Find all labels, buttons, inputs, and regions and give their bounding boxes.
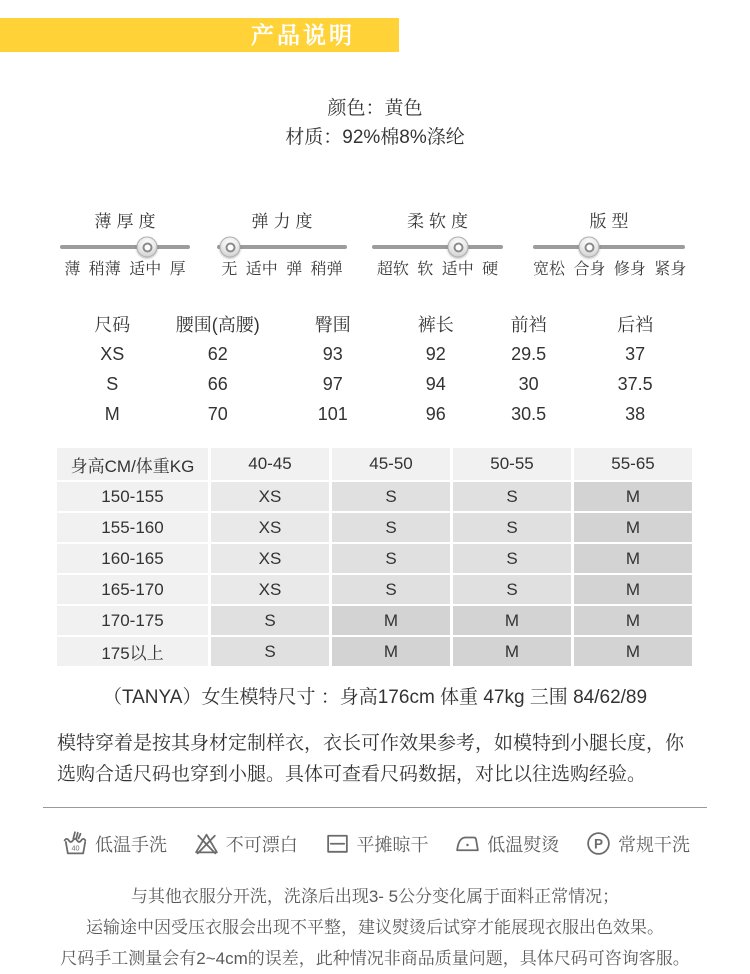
slider-knob[interactable] xyxy=(579,237,600,258)
table-cell: M xyxy=(574,575,692,604)
row-header: 160-165 xyxy=(57,544,208,573)
table-cell: M xyxy=(104,403,120,424)
table-cell: M xyxy=(574,544,692,573)
table-cell: S xyxy=(211,637,329,666)
table-cell: 37 xyxy=(625,343,646,364)
table-cell: S xyxy=(332,482,450,511)
table-cell: XS xyxy=(211,544,329,573)
attribute-sliders xyxy=(0,211,750,281)
column-header: 臀围 xyxy=(314,315,351,335)
column-header: 40-45 xyxy=(211,448,329,480)
table-cell: M xyxy=(574,482,692,511)
table-cell: 94 xyxy=(425,373,446,394)
table-row xyxy=(65,369,695,399)
slider-softness xyxy=(372,211,503,281)
color-line: 颜色：黄色 xyxy=(327,98,423,119)
slider-title: 弹力度 xyxy=(251,212,318,231)
column-header: 45-50 xyxy=(332,448,450,480)
section-header-banner xyxy=(0,18,399,52)
slider-elasticity xyxy=(217,211,347,281)
table-cell: M xyxy=(574,606,692,635)
column-header: 前裆 xyxy=(510,315,547,335)
table-cell: M xyxy=(574,637,692,666)
slider-title: 薄厚度 xyxy=(94,212,161,231)
table-cell: XS xyxy=(100,343,125,364)
table-cell: 29.5 xyxy=(511,343,547,364)
care-item-iron-low xyxy=(454,830,559,857)
slider-track[interactable] xyxy=(60,245,190,249)
column-header: 后裆 xyxy=(617,315,654,335)
table-cell: S xyxy=(332,544,450,573)
height-weight-size-table xyxy=(57,448,693,666)
table-cell: S xyxy=(211,606,329,635)
model-size-info: （TANYA）女生模特尺寸 ：身高176cm 体重 47kg 三围 84/62/89 xyxy=(102,687,648,708)
table-cell: S xyxy=(106,373,119,394)
care-item-dry-clean xyxy=(585,830,690,857)
column-header: 50-55 xyxy=(453,448,571,480)
wash-note-line: 尺码手工测量会有2~4cm的误差，此种情况非商品质量问题，具体尺码可咨询客服。 xyxy=(60,949,690,968)
row-header: 170-175 xyxy=(57,606,208,635)
slider-scale-labels: 无 适中 弹 稍弹 xyxy=(221,261,343,278)
slider-track[interactable] xyxy=(217,245,347,249)
slider-knob[interactable] xyxy=(220,237,241,258)
table-cell: M xyxy=(574,513,692,542)
dry-clean-icon xyxy=(585,830,612,857)
table-row xyxy=(65,339,695,369)
table-cell: S xyxy=(453,513,571,542)
fitting-note xyxy=(57,728,702,790)
table-cell: 38 xyxy=(625,403,646,424)
slider-knob[interactable] xyxy=(448,237,469,258)
svg-text:40: 40 xyxy=(71,843,80,853)
row-header: 150-155 xyxy=(57,482,208,511)
wash-notes xyxy=(0,881,750,974)
page-title: 产品说明 xyxy=(251,22,355,48)
slider-scale-labels: 宽松 合身 修身 紧身 xyxy=(533,261,687,278)
table-cell: 101 xyxy=(317,403,348,424)
table-cell: 92 xyxy=(425,343,446,364)
fitting-note-line: 选购合适尺码也穿到小腿。具体可查看尺码数据，对比以往选购经验。 xyxy=(57,764,647,785)
svg-text:P: P xyxy=(593,836,604,852)
care-label: 低温熨烫 xyxy=(487,834,560,855)
table-cell: S xyxy=(453,544,571,573)
care-label: 常规干洗 xyxy=(618,834,690,855)
wash-note-line: 运输途中因受压衣服会出现不平整，建议熨烫后试穿才能展现衣服出色效果。 xyxy=(86,918,664,937)
row-header: 155-160 xyxy=(57,513,208,542)
flat-dry-icon xyxy=(324,830,351,857)
size-measurements-table xyxy=(65,309,695,429)
iron-low-icon xyxy=(454,830,481,857)
slider-title: 柔软度 xyxy=(407,212,473,231)
table-cell: M xyxy=(453,606,571,635)
table-cell: 96 xyxy=(425,403,446,424)
table-cell: S xyxy=(332,513,450,542)
table-cell: 97 xyxy=(322,373,343,394)
table-cell: 62 xyxy=(207,343,228,364)
table-cell: S xyxy=(332,575,450,604)
slider-scale-labels: 薄 稍薄 适中 厚 xyxy=(64,261,186,278)
care-label: 低温手洗 xyxy=(95,834,167,855)
care-item-flat-dry xyxy=(324,830,429,857)
table-cell: M xyxy=(332,606,450,635)
table-cell: 70 xyxy=(207,403,228,424)
care-label: 平摊晾干 xyxy=(356,834,429,855)
table-cell: 30.5 xyxy=(511,403,547,424)
slider-thickness xyxy=(60,211,190,281)
table-header-row xyxy=(65,309,695,339)
slider-track[interactable] xyxy=(533,245,685,249)
care-item-no-bleach xyxy=(193,830,298,857)
table-cell: M xyxy=(453,637,571,666)
care-instructions xyxy=(0,830,750,857)
table-cell: XS xyxy=(211,482,329,511)
table-cell: 93 xyxy=(322,343,343,364)
table-cell: M xyxy=(332,637,450,666)
table-cell: 66 xyxy=(207,373,228,394)
divider xyxy=(43,807,707,808)
slider-knob[interactable] xyxy=(137,237,158,258)
fitting-note-line: 模特穿着是按其身材定制样衣，衣长可作效果参考，如模特到小腿长度，你 xyxy=(57,733,685,754)
table-cell: 30 xyxy=(518,373,539,394)
slider-title: 版型 xyxy=(589,212,634,231)
material-line: 材质：92%棉8%涤纶 xyxy=(285,127,465,148)
slider-fit-type xyxy=(533,211,685,281)
column-header: 腰围(高腰) xyxy=(175,315,260,335)
slider-scale-labels: 超软 软 适中 硬 xyxy=(376,261,499,278)
slider-track[interactable] xyxy=(372,245,503,249)
row-header: 165-170 xyxy=(57,575,208,604)
no-bleach-icon xyxy=(193,830,220,857)
table-cell: 37.5 xyxy=(617,373,653,394)
table-cell: S xyxy=(453,575,571,604)
table-cell: XS xyxy=(211,575,329,604)
care-item-handwash xyxy=(62,830,167,857)
column-header: 裤长 xyxy=(417,315,454,335)
table-row xyxy=(65,399,695,429)
column-header: 55-65 xyxy=(574,448,692,480)
column-header: 身高CM/体重KG xyxy=(57,448,208,480)
handwash-icon xyxy=(62,830,89,857)
row-header: 175以上 xyxy=(57,637,208,666)
care-label: 不可漂白 xyxy=(225,834,298,855)
table-cell: S xyxy=(453,482,571,511)
column-header: 尺码 xyxy=(94,315,131,335)
table-cell: XS xyxy=(211,513,329,542)
wash-note-line: 与其他衣服分开洗，洗涤后出现3- 5公分变化属于面料正常情况； xyxy=(130,887,620,906)
